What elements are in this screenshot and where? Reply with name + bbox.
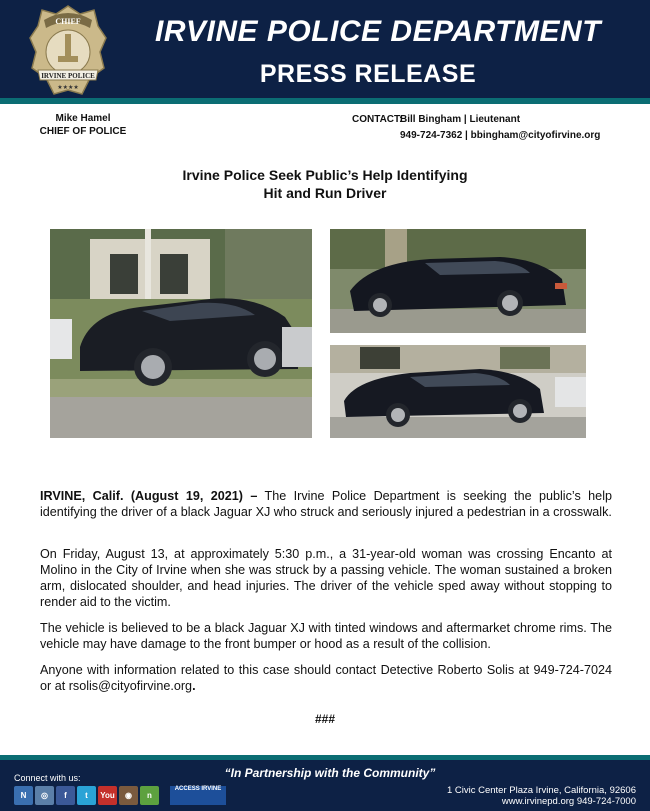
chief-title: CHIEF OF POLICE (39, 126, 127, 137)
paragraph-contact-text: Anyone with information related to this case should contact Detective Roberto Solis at 949-724-7024 or at rsolis@cityofirvine.org (40, 663, 612, 693)
instagram-icon[interactable]: ◉ (119, 786, 138, 805)
footer-web-phone[interactable]: www.irvinepd.org 949-724-7000 (501, 796, 636, 807)
paragraph-vehicle: The vehicle is believed to be a black Jaguar XJ with tinted windows and aftermarket chrome rims. The vehicle may have damage to the front bumper or hood as a result of the collision. (40, 621, 612, 651)
badge-top-text: CHIEF (55, 17, 81, 26)
header-banner (0, 0, 650, 104)
footer (0, 755, 650, 811)
chief-block (28, 112, 138, 138)
headline-line-1: Irvine Police Seek Public’s Help Identifying (182, 167, 468, 183)
contact-name: Bill Bingham | Lieutenant (400, 114, 521, 125)
dateline: IRVINE, Calif. (August 19, 2021) – (40, 489, 258, 503)
paragraph-incident: On Friday, August 13, at approximately 5:30 p.m., a 31-year-old woman was crossing Encanto at Molino in the City of Irvine when she was struck by a passing vehicle. The woman sustained a broken arm, dislocated shoulder, and head injuries. The driver of the vehicle sped away without stopping to render aid to the victim. (40, 547, 612, 609)
nixle-icon[interactable]: N (14, 786, 33, 805)
contact-phone-email[interactable]: 949-724-7362 | bbingham@cityofirvine.org (400, 130, 601, 141)
paragraph-contact (40, 662, 612, 694)
connect-label: Connect with us: (14, 773, 81, 783)
headline (100, 166, 550, 202)
seal-icon[interactable]: ◎ (35, 786, 54, 805)
footer-motto: “In Partnership with the Community” (224, 766, 436, 780)
contact-label: CONTACT: (352, 114, 403, 125)
facebook-icon[interactable]: f (56, 786, 75, 805)
badge-bottom-text: IRVINE POLICE (41, 72, 95, 80)
twitter-icon[interactable]: t (77, 786, 96, 805)
paragraph-intro (40, 488, 612, 520)
social-links (14, 786, 159, 805)
press-release-title: PRESS RELEASE (259, 60, 477, 88)
headline-line-2: Hit and Run Driver (263, 185, 387, 201)
svg-text:★★★★: ★★★★ (57, 85, 79, 91)
contact-block (352, 112, 600, 144)
department-title: IRVINE POLICE DEPARTMENT (155, 15, 601, 48)
police-badge-logo (28, 4, 108, 100)
footer-address-block (447, 785, 636, 807)
youtube-icon[interactable]: You (98, 786, 117, 805)
suspect-vehicle-photo-3 (330, 345, 586, 438)
suspect-vehicle-photo-2 (330, 229, 586, 333)
nextdoor-icon[interactable]: n (140, 786, 159, 805)
paragraph-contact-end: . (192, 679, 196, 693)
footer-stripe (0, 755, 650, 760)
access-irvine-button[interactable]: ACCESS IRVINE (170, 786, 226, 805)
chief-name: Mike Hamel (55, 113, 111, 124)
suspect-vehicle-photo-1 (50, 229, 312, 438)
paragraph-intro-text: The Irvine Police Department is seeking the public’s help identifying the driver of a black Jaguar XJ who struck and seriously injured a pedestrian in a crosswalk. (40, 489, 612, 519)
footer-address: 1 Civic Center Plaza Irvine, California, 92606 (446, 785, 636, 796)
end-mark: ### (314, 712, 336, 726)
